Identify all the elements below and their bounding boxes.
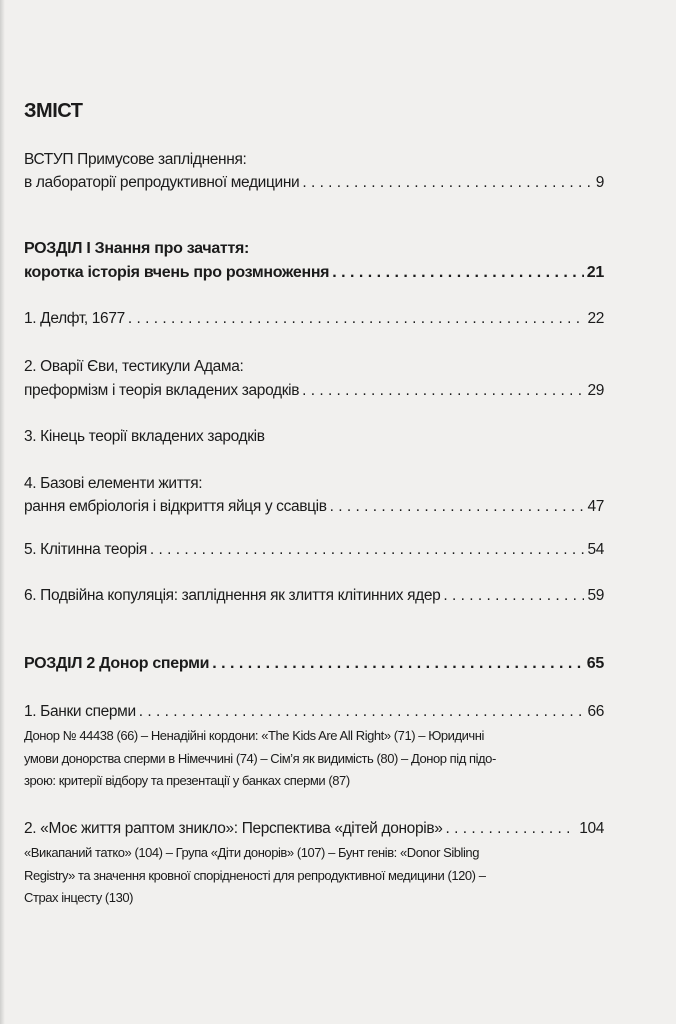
toc-subsection-line: Донор № 44438 (66) – Ненадійні кордони: «The Kids Are All Right» (71) – Юридичні [24,728,484,743]
toc-entry [24,474,604,494]
toc-entry [24,309,604,329]
toc-page-number: 29 [587,382,604,399]
toc-entry-title: 1. Банки сперми [24,703,136,720]
toc-subsection-line: «Викапаний татко» (104) – Група «Діти донорів» (107) – Бунт генів: «Donor Sibling [24,845,479,860]
toc-entry-title: рання ембріологія і відкриття яйця у ссавців [24,498,327,515]
dot-leader [445,819,576,839]
toc-entry [24,702,604,722]
toc-subsection-line: умови донорства сперми в Німеччині (74) – Сім’я як видимість (80) – Донор під підо- [24,751,496,766]
page-edge-shadow [0,0,5,1024]
toc-entry [24,150,604,170]
dot-leader [212,654,584,674]
dot-leader [443,586,584,606]
toc-page-number: 22 [587,310,604,327]
toc-entry [24,819,604,839]
toc-entry-title: РОЗДІЛ І Знання про зачаття: [24,240,250,257]
toc-subsection-line: Registry» та значення кровної спорідненості для репродуктивної медицини (120) – [24,868,486,883]
toc-page-number: 9 [595,174,604,191]
toc-entry-title: РОЗДІЛ 2 Донор сперми [24,655,210,672]
toc-entry-title: 6. Подвійна копуляція: запліднення як злиття клітинних ядер [24,587,441,604]
toc-page-number: 59 [587,587,604,604]
toc-page-number: 21 [586,264,604,281]
toc-page-number: 47 [587,498,604,515]
dot-leader [139,702,585,722]
toc-entry [24,540,604,560]
dot-leader [302,381,584,401]
toc-entry [24,497,604,517]
toc-entry-title: преформізм і теорія вкладених зародків [24,382,300,399]
toc-entry [24,357,604,377]
toc-entry-title: в лабораторії репродуктивної медицини [24,174,300,191]
toc-subsection-line: Страх інцесту (130) [24,890,134,905]
toc-entry-title: 5. Клітинна теорія [24,541,147,558]
toc-entry-title: 2. «Моє життя раптом зникло»: Перспектива «дітей донорів» [24,820,443,837]
toc-entry-title: коротка історія вчень про розмноження [24,264,330,281]
toc-entry-title: ВСТУП Примусове запліднення: [24,151,247,168]
toc-entry-title: 3. Кінець теорії вкладених зародків [24,428,265,445]
toc-entry [24,239,604,259]
toc-page-number: 65 [586,655,604,672]
toc-page-number: 104 [579,820,604,837]
toc-entry [24,586,604,606]
dot-leader [150,540,585,560]
toc-entry-title: 4. Базові елементи життя: [24,475,203,492]
dot-leader [330,497,585,517]
toc-entry [24,427,604,447]
toc-title: ЗМІСТ [24,100,83,122]
dot-leader [302,173,592,193]
toc-entry [24,381,604,401]
toc-page-number: 54 [587,541,604,558]
dot-leader [332,263,584,283]
toc-entry [24,263,604,283]
toc-subsection-line: зрою: критерії відбору та презентації у банках сперми (87) [24,773,350,788]
toc-entry [24,173,604,193]
dot-leader [128,309,585,329]
toc-page-number: 66 [587,703,604,720]
toc-entry-title: 2. Оварії Єви, тестикули Адама: [24,358,244,375]
toc-entry-title: 1. Делфт, 1677 [24,310,125,327]
toc-entry [24,654,604,674]
